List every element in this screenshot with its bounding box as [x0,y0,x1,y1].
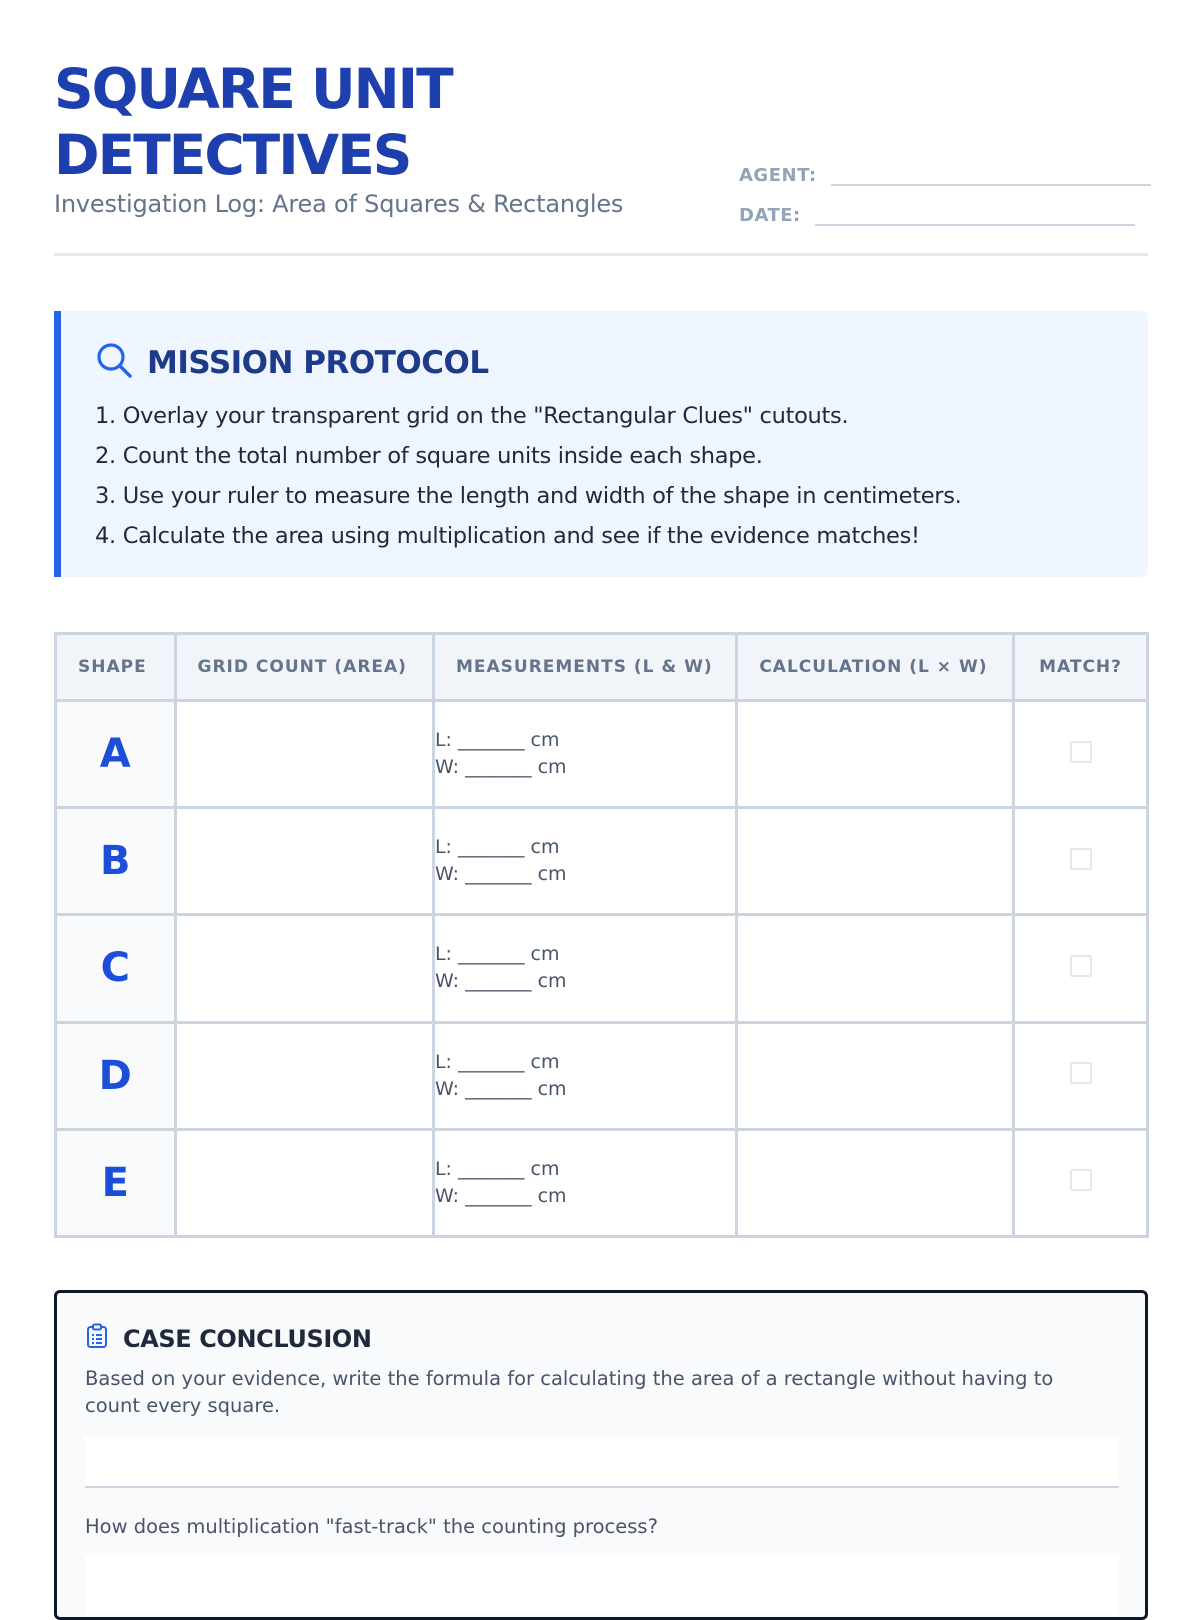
protocol-title: MISSION PROTOCOL [147,344,489,381]
answer-field-multiplication[interactable] [85,1555,1119,1615]
calculation-cell[interactable] [737,1022,1014,1129]
width-line: W: _______ cm [434,756,567,779]
match-cell [1014,808,1148,915]
table-row [56,1022,1148,1129]
header-calculation: CALCULATION (L × W) [737,634,1014,701]
shape-label: B [56,808,176,915]
length-line: L: _______ cm [434,943,560,966]
agent-label: AGENT: [739,165,817,186]
table-row [56,915,1148,1022]
length-line: L: _______ cm [434,836,560,859]
match-cell [1014,1129,1148,1236]
match-checkbox[interactable] [1070,955,1092,977]
shape-label: C [56,915,176,1022]
conclusion-title: CASE CONCLUSION [123,1324,372,1353]
calculation-cell[interactable] [737,915,1014,1022]
protocol-steps [95,396,962,556]
question-formula: Based on your evidence, write the formula for calculating the area of a rectangle without having to count every square. [85,1367,1054,1417]
shape-label: E [56,1129,176,1236]
header-shape: SHAPE [56,634,176,701]
calculation-cell[interactable] [737,808,1014,915]
measurements-cell[interactable] [433,701,736,808]
width-line: W: _______ cm [434,1184,567,1207]
width-line: W: _______ cm [434,863,567,886]
match-cell [1014,1022,1148,1129]
table-row [56,1129,1148,1236]
search-icon [95,341,133,384]
protocol-step: 4. Calculate the area using multiplication and see if the evidence matches! [95,523,920,549]
header-match: MATCH? [1014,634,1148,701]
match-checkbox[interactable] [1070,741,1092,763]
calculation-cell[interactable] [737,1129,1014,1236]
protocol-step: 3. Use your ruler to measure the length and width of the shape in centimeters. [95,483,962,509]
match-cell [1014,915,1148,1022]
match-checkbox[interactable] [1070,848,1092,870]
case-conclusion-box [54,1290,1148,1620]
header-grid-count: GRID COUNT (AREA) [175,634,433,701]
measurements-cell[interactable] [433,808,736,915]
date-input-line[interactable] [815,200,1135,226]
shape-label: A [56,701,176,808]
table-header-row [56,634,1148,701]
date-label: DATE: [739,205,801,226]
shape-label: D [56,1022,176,1129]
calculation-cell[interactable] [737,701,1014,808]
protocol-step: 2. Count the total number of square units inside each shape. [95,443,763,469]
match-checkbox[interactable] [1070,1062,1092,1084]
grid-count-cell[interactable] [175,808,433,915]
length-line: L: _______ cm [434,729,560,752]
match-cell [1014,701,1148,808]
page-subtitle: Investigation Log: Area of Squares & Rectangles [54,190,624,218]
mission-protocol-box [54,311,1148,577]
table-row [56,701,1148,808]
answer-field-formula[interactable] [85,1436,1119,1488]
protocol-header [95,341,489,384]
table-row [56,808,1148,915]
agent-field [739,160,1151,186]
page-title: SQUARE UNIT DETECTIVES [54,57,452,187]
length-line: L: _______ cm [434,1157,560,1180]
grid-count-cell[interactable] [175,701,433,808]
measurements-cell[interactable] [433,1129,736,1236]
evidence-table [54,632,1149,1238]
width-line: W: _______ cm [434,1077,567,1100]
measurements-cell[interactable] [433,915,736,1022]
header-divider [54,253,1148,256]
grid-count-cell[interactable] [175,915,433,1022]
grid-count-cell[interactable] [175,1022,433,1129]
header-measurements: MEASUREMENTS (L & W) [433,634,736,701]
match-checkbox[interactable] [1070,1169,1092,1191]
protocol-step: 1. Overlay your transparent grid on the "Rectangular Clues" cutouts. [95,403,849,429]
agent-input-line[interactable] [831,160,1151,186]
measurements-cell[interactable] [433,1022,736,1129]
question-multiplication: How does multiplication "fast-track" the counting process? [85,1515,658,1538]
width-line: W: _______ cm [434,970,567,993]
length-line: L: _______ cm [434,1050,560,1073]
grid-count-cell[interactable] [175,1129,433,1236]
clipboard-icon [85,1323,109,1354]
date-field [739,200,1135,226]
conclusion-header [85,1323,372,1354]
